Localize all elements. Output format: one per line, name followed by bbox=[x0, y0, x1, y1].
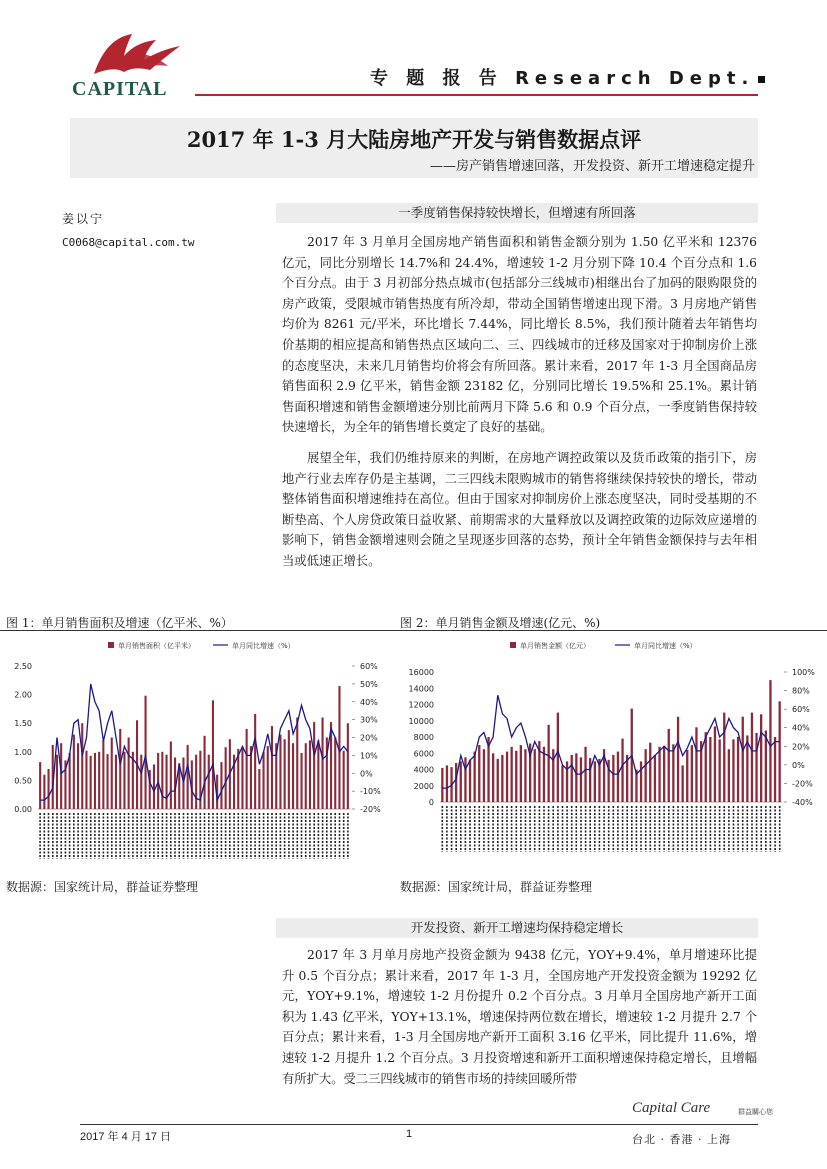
bar bbox=[161, 752, 163, 809]
bar bbox=[654, 755, 656, 802]
author-email[interactable]: C0068@capital.com.tw bbox=[62, 236, 195, 249]
y-right-tick-label: -40% bbox=[792, 798, 813, 807]
bar bbox=[682, 765, 684, 802]
y-right-tick-label: -10% bbox=[360, 787, 381, 797]
bar bbox=[732, 739, 734, 802]
footer-date: 2017 年 4 月 17 日 bbox=[80, 1131, 172, 1143]
bar bbox=[617, 752, 619, 802]
figure1-source: 数据源：国家统计局，群益证券整理 bbox=[6, 880, 199, 894]
bar bbox=[309, 740, 311, 809]
y-right-tick-label: -20% bbox=[792, 779, 813, 789]
bar bbox=[474, 752, 476, 802]
y-left-tick-label: 8000 bbox=[413, 733, 434, 742]
bar bbox=[73, 735, 75, 809]
bar bbox=[742, 717, 744, 802]
bar bbox=[561, 765, 563, 802]
bar bbox=[779, 701, 781, 802]
chart-legend bbox=[510, 641, 697, 650]
bar bbox=[769, 680, 771, 802]
bar bbox=[760, 714, 762, 802]
bar bbox=[755, 733, 757, 802]
footer-rule bbox=[80, 1124, 758, 1125]
bar bbox=[668, 729, 670, 802]
bar bbox=[60, 743, 62, 809]
bar bbox=[69, 753, 71, 809]
bar bbox=[612, 755, 614, 802]
bar bbox=[288, 730, 290, 809]
bar bbox=[501, 755, 503, 802]
bar bbox=[94, 753, 96, 809]
bar bbox=[263, 752, 265, 809]
bar bbox=[123, 752, 125, 809]
bar bbox=[220, 762, 222, 809]
bar bbox=[343, 751, 345, 809]
bar bbox=[460, 761, 462, 802]
y-left-tick-label: 2000 bbox=[413, 781, 434, 791]
bar bbox=[714, 726, 716, 802]
bar bbox=[246, 729, 248, 809]
bar bbox=[254, 714, 256, 809]
bar bbox=[85, 751, 87, 809]
chart-sales-amount bbox=[400, 636, 820, 868]
section2-heading: 开发投资、新开工增速均保持稳定增长 bbox=[276, 918, 758, 938]
figure2-title: 图 2：单月销售金额及增速(亿元、%) bbox=[400, 616, 601, 630]
bar bbox=[166, 755, 168, 809]
bar bbox=[571, 755, 573, 802]
bar bbox=[575, 753, 577, 802]
section1-paragraph: 2017 年 3 月单月全国房地产销售面积和销售金额分别为 1.50 亿平米和 12376 亿元，同比分别增长 14.7%和 24.4%，增速较 1-2 月分别下降 10.4 个百分点和 1.6 个百分点。由于 3 月初部分热点城市(包括部分三线城市)相继出台了加码的限购限贷的房产政策，受限城市销售热度有所冷却，带动全国销售增速出现下滑。3 月房地产销售均价为 8261 元/平米，环比增长 7.44%，同比增长 8.5%，我们预计随着去年销售均价基期的相应提高和销售热点区域向二、三、四线城市的迁移及国家对于抑制房价上涨的态度坚决，未来几月销售均价将会有所回落。累计来看，2017 年 1-3 月全国商品房销售面积 2.9 亿平米，销售金额 23182 亿，分别同比增长 19.5%和 25.1%。累计销售面积增速和销售金额增速分别比前两月下降 5.6 和 0.9 个百分点，一季度销售保持较快速增长，为全年的销售增长奠定了良好的基础。 bbox=[282, 235, 757, 435]
bar bbox=[566, 761, 568, 802]
y-left-tick-label: 6000 bbox=[413, 749, 434, 759]
y-left-tick-label: 12000 bbox=[408, 700, 434, 710]
bar bbox=[279, 735, 281, 809]
bar bbox=[115, 755, 117, 809]
y-right-tick-label: -20% bbox=[360, 805, 381, 814]
y-left-tick-label: 0 bbox=[428, 798, 434, 807]
bar bbox=[478, 745, 480, 802]
bar bbox=[663, 746, 665, 802]
bar bbox=[543, 747, 545, 802]
bar bbox=[208, 755, 210, 809]
legend-label: 单月同比增速（%） bbox=[232, 642, 295, 650]
bar bbox=[492, 753, 494, 802]
bar bbox=[77, 743, 79, 809]
bar bbox=[737, 737, 739, 802]
bar bbox=[580, 757, 582, 802]
bar bbox=[212, 700, 214, 809]
bar bbox=[296, 718, 298, 810]
bar bbox=[119, 729, 121, 809]
bar bbox=[48, 769, 50, 809]
y-right-tick-label: 10% bbox=[360, 751, 378, 761]
bar bbox=[645, 749, 647, 802]
bar bbox=[719, 739, 721, 802]
bar bbox=[182, 758, 184, 810]
author-name: 姜以宁 bbox=[62, 212, 105, 226]
bar bbox=[584, 747, 586, 802]
bar bbox=[170, 742, 172, 810]
bar bbox=[483, 749, 485, 802]
chart-sales-area bbox=[0, 636, 395, 868]
bar bbox=[347, 723, 349, 809]
bar bbox=[524, 749, 526, 802]
bar bbox=[441, 768, 443, 802]
y-right-tick-label: 40% bbox=[792, 723, 810, 733]
legend-bar-swatch bbox=[510, 642, 516, 648]
bar bbox=[765, 731, 767, 803]
bar bbox=[225, 747, 227, 809]
bar bbox=[709, 737, 711, 802]
bar bbox=[746, 735, 748, 802]
page-number: 1 bbox=[406, 1128, 413, 1140]
section1-paragraph: 展望全年，我们仍维持原来的判断，在房地产调控政策以及货币政策的指引下，房地产行业去库存仍是主基调，二三四线未限购城市的销售将继续保持较快的增长，带动整体销售面积增速维持在高位。但由于国家对抑制房价上涨态度坚决，同时受基期的不断垫高、个人房贷政策日益收紧、前期需求的大量释放以及调控政策的边际效应递增的影响下，销售金额增速则会随之呈现逐步回落的态势，预计全年销售金额保持与去年相当或低速正增长。 bbox=[282, 450, 757, 568]
bar bbox=[506, 752, 508, 802]
y-left-tick-label: 2.50 bbox=[14, 662, 32, 671]
bar bbox=[258, 769, 260, 809]
bar bbox=[677, 717, 679, 802]
bar bbox=[695, 727, 697, 802]
legend-label: 单月销售金额（亿元） bbox=[520, 642, 590, 650]
bar bbox=[520, 745, 522, 802]
y-right-tick-label: 40% bbox=[360, 697, 378, 707]
x-tick-labels bbox=[442, 806, 779, 852]
footer-cities: 台北 · 香港 · 上海 bbox=[632, 1133, 731, 1146]
x-tick-labels bbox=[40, 813, 348, 859]
bar bbox=[594, 761, 596, 802]
bar bbox=[497, 759, 499, 802]
bar bbox=[241, 747, 243, 809]
bar bbox=[313, 722, 315, 809]
bar bbox=[98, 752, 100, 809]
bar bbox=[621, 739, 623, 802]
bar bbox=[515, 751, 517, 802]
bar bbox=[102, 740, 104, 809]
bar bbox=[464, 757, 466, 802]
bar bbox=[267, 746, 269, 809]
bar bbox=[271, 726, 273, 809]
bar bbox=[39, 762, 41, 809]
bar bbox=[284, 739, 286, 809]
y-right-tick-label: 80% bbox=[792, 686, 810, 696]
page-title: 2017 年 1-3 月大陆房地产开发与销售数据点评 bbox=[186, 127, 642, 152]
capital-care-brand: Capital Care bbox=[632, 1100, 711, 1116]
legend-bar-swatch bbox=[108, 642, 114, 648]
bar bbox=[128, 738, 130, 810]
bar bbox=[153, 764, 155, 809]
bar bbox=[145, 696, 147, 809]
bar bbox=[705, 732, 707, 802]
y-left-tick-label: 1.50 bbox=[14, 719, 32, 729]
y-left-tick-label: 0.00 bbox=[14, 805, 32, 814]
figure2-source: 数据源：国家统计局，群益证券整理 bbox=[400, 880, 593, 894]
bar bbox=[640, 761, 642, 802]
bar bbox=[204, 736, 206, 809]
section1-body bbox=[282, 232, 757, 572]
header-rule bbox=[195, 94, 758, 96]
bar bbox=[658, 747, 660, 802]
y-left-tick-label: 16000 bbox=[408, 668, 434, 677]
y-right-tick-label: 20% bbox=[360, 733, 378, 743]
bar bbox=[195, 755, 197, 809]
logo-text: CAPITAL bbox=[72, 78, 168, 100]
bar bbox=[649, 743, 651, 802]
legend-label: 单月同比增速（%） bbox=[634, 642, 697, 650]
bar bbox=[322, 718, 324, 810]
bar bbox=[187, 745, 189, 809]
bar bbox=[111, 738, 113, 810]
section1-heading: 一季度销售保持较快增长，但增速有所回落 bbox=[276, 203, 758, 223]
y-right-tick-label: 60% bbox=[360, 662, 378, 671]
section2-paragraph: 2017 年 3 月单月房地产投资金额为 9438 亿元，YOY+9.4%，单月增速环比提升 0.5 个百分点；累计来看，2017 年 1-3 月，全国房地产开发投资金额为 19292 亿元，YOY+9.1%，增速较 1-2 月份提升 0.2 个百分点。3 月单月全国房地产新开工面积为 1.43 亿平米，YOY+13.1%，增速保持两位数在增长，增速较 1-2 月提升 2.7 个百分点；累计来看，1-3 月全国房地产新开工面积 3.16 亿平米，同比提升 11.6%，增速较 1-2 月提升 1.2 个百分点。3 月投资增速和新开工面积增速保持稳定增长，且增幅有所扩大。受二三四线城市的销售市场的持续回暖所带 bbox=[282, 948, 757, 1086]
bar bbox=[107, 754, 109, 809]
capital-care-tagline: 群益關心您 bbox=[738, 1108, 773, 1116]
bar bbox=[774, 737, 776, 802]
section2-body bbox=[282, 945, 757, 1089]
y-left-tick-label: 2.00 bbox=[14, 690, 32, 700]
y-left-tick-label: 1.00 bbox=[14, 747, 32, 757]
bar bbox=[56, 755, 58, 809]
bar bbox=[686, 750, 688, 802]
bar bbox=[43, 775, 45, 809]
bar bbox=[455, 763, 457, 802]
bar bbox=[548, 725, 550, 802]
bar bbox=[301, 753, 303, 809]
bar bbox=[557, 713, 559, 802]
bar bbox=[292, 743, 294, 809]
y-right-tick-label: 20% bbox=[792, 742, 810, 752]
y-right-tick-label: 0% bbox=[360, 769, 373, 779]
bar bbox=[334, 738, 336, 810]
bar bbox=[751, 713, 753, 802]
report-type-header: 专 题 报 告 Research Dept. bbox=[370, 64, 765, 90]
bar bbox=[469, 760, 471, 802]
bar bbox=[728, 749, 730, 802]
bar bbox=[90, 756, 92, 809]
y-right-tick-label: 60% bbox=[792, 705, 810, 715]
y-left-tick-label: 14000 bbox=[408, 684, 434, 694]
bar bbox=[511, 747, 513, 802]
y-left-tick-label: 0.50 bbox=[14, 776, 32, 786]
bar bbox=[672, 744, 674, 802]
bar bbox=[446, 765, 448, 802]
y-left-tick-label: 4000 bbox=[413, 765, 434, 775]
bar bbox=[140, 755, 142, 809]
capital-logo-icon bbox=[84, 26, 194, 82]
figure-rule bbox=[0, 630, 827, 631]
bar bbox=[534, 749, 536, 802]
figure1-title: 图 1：单月销售面积及增速（亿平米、%） bbox=[6, 616, 233, 630]
bar bbox=[305, 743, 307, 809]
y-right-tick-label: 30% bbox=[360, 715, 378, 725]
bar bbox=[723, 713, 725, 802]
y-left-tick-label: 10000 bbox=[408, 716, 434, 726]
y-right-tick-label: 50% bbox=[360, 679, 378, 689]
bar bbox=[317, 740, 319, 809]
chart-legend bbox=[108, 641, 295, 650]
bar bbox=[691, 745, 693, 802]
y-right-tick-label: 100% bbox=[792, 668, 815, 677]
page-subtitle: ——房产销售增速回落，开发投资、新开工增速稳定提升 bbox=[429, 159, 755, 174]
bar bbox=[589, 758, 591, 802]
bar bbox=[81, 723, 83, 809]
legend-label: 单月销售面积（亿平米） bbox=[118, 642, 195, 650]
y-right-tick-label: 0% bbox=[792, 760, 805, 770]
